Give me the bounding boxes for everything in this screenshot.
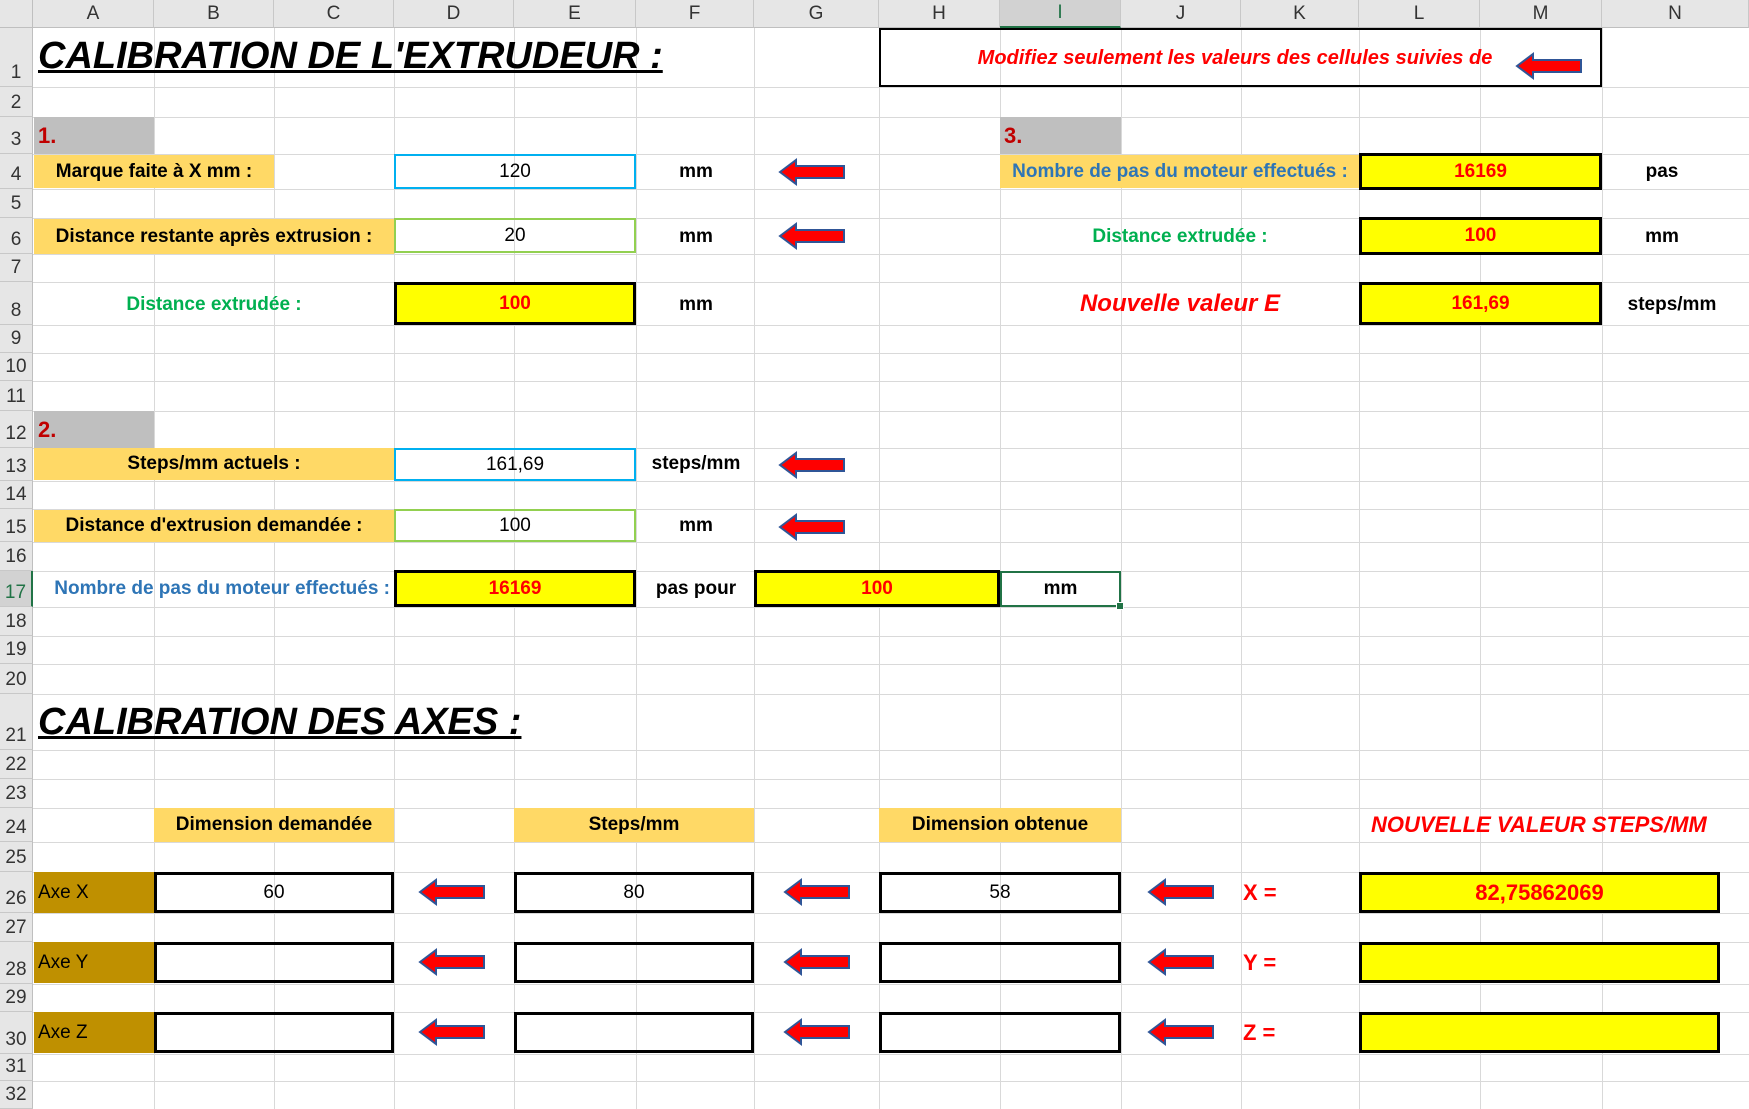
gridline-horizontal <box>33 607 1749 608</box>
axis-obtained-input[interactable] <box>879 1012 1121 1053</box>
gridline-horizontal <box>33 411 1749 412</box>
row-header-13[interactable]: 13 <box>0 448 33 481</box>
axis-label: Axe Z <box>34 1012 154 1053</box>
left-arrow-icon <box>418 948 486 976</box>
row-header-26[interactable]: 26 <box>0 872 33 913</box>
gridline-horizontal <box>33 842 1749 843</box>
column-header-e[interactable]: E <box>514 0 636 28</box>
row-header-23[interactable]: 23 <box>0 779 33 808</box>
gridline-horizontal <box>33 1054 1749 1055</box>
row-header-25[interactable]: 25 <box>0 842 33 872</box>
row-header-19[interactable]: 19 <box>0 636 33 664</box>
axis-requested-input[interactable] <box>154 1012 394 1053</box>
left-arrow-icon <box>418 1018 486 1046</box>
axis-steps-input[interactable]: 80 <box>514 872 754 913</box>
left-arrow-icon <box>778 513 846 541</box>
gridline-horizontal <box>33 779 1749 780</box>
motor-steps-value: 16169 <box>394 570 636 607</box>
section-1-number: 1. <box>34 117 154 154</box>
motor-steps-label: Nombre de pas du moteur effectués : <box>54 578 390 599</box>
axes-title: CALIBRATION DES AXES : <box>38 700 522 743</box>
left-arrow-icon <box>418 878 486 906</box>
left-arrow-icon <box>1147 1018 1215 1046</box>
axis-result-value: 82,75862069 <box>1359 872 1720 913</box>
column-header-l[interactable]: L <box>1359 0 1480 28</box>
gridline-horizontal <box>33 481 1749 482</box>
row-header-8[interactable]: 8 <box>0 282 33 325</box>
left-arrow-icon <box>783 1018 851 1046</box>
steps-unit: steps/mm <box>651 453 741 474</box>
motor-steps-unit: pas pour <box>655 578 737 599</box>
axis-result-value <box>1359 942 1720 983</box>
axis-requested-input[interactable]: 60 <box>154 872 394 913</box>
remaining-input[interactable]: 20 <box>394 218 636 253</box>
select-all-corner[interactable] <box>0 0 33 28</box>
column-header-h[interactable]: H <box>879 0 1000 28</box>
column-header-j[interactable]: J <box>1121 0 1241 28</box>
gridline-horizontal <box>33 353 1749 354</box>
s3-motor-value: 16169 <box>1359 153 1602 190</box>
header-obtained: Dimension obtenue <box>879 808 1121 842</box>
header-requested: Dimension demandée <box>154 808 394 842</box>
remaining-label: Distance restante après extrusion : <box>34 219 394 254</box>
section-2-number: 2. <box>34 411 154 448</box>
left-arrow-icon <box>1515 52 1583 80</box>
left-arrow-icon <box>778 451 846 479</box>
motor-distance-unit[interactable]: mm <box>1043 578 1078 599</box>
axis-result-value <box>1359 1012 1720 1053</box>
header-new-value: NOUVELLE VALEUR STEPS/MM <box>1371 812 1707 837</box>
left-arrow-icon <box>778 158 846 186</box>
gridline-horizontal <box>33 542 1749 543</box>
new-e-label: Nouvelle valeur E <box>1079 290 1281 317</box>
column-header-k[interactable]: K <box>1241 0 1359 28</box>
axis-steps-input[interactable] <box>514 1012 754 1053</box>
row-header-27[interactable]: 27 <box>0 913 33 942</box>
row-header-30[interactable]: 30 <box>0 1012 33 1054</box>
gridline-horizontal <box>33 381 1749 382</box>
row-header-16[interactable]: 16 <box>0 542 33 571</box>
axis-obtained-input[interactable] <box>879 942 1121 983</box>
fill-handle[interactable] <box>1116 602 1124 610</box>
row-header-17[interactable]: 17 <box>0 571 33 607</box>
extruded-label: Distance extrudée : <box>126 294 302 315</box>
column-header-g[interactable]: G <box>754 0 879 28</box>
row-header-21[interactable]: 21 <box>0 694 33 750</box>
row-header-24[interactable]: 24 <box>0 808 33 842</box>
column-header-a[interactable]: A <box>33 0 154 28</box>
gridline-vertical <box>754 28 755 1109</box>
left-arrow-icon <box>783 948 851 976</box>
column-header-m[interactable]: M <box>1480 0 1602 28</box>
gridline-horizontal <box>33 1081 1749 1082</box>
row-header-3[interactable]: 3 <box>0 117 33 154</box>
requested-input[interactable]: 100 <box>394 509 636 542</box>
column-header-d[interactable]: D <box>394 0 514 28</box>
column-header-i[interactable]: I <box>1000 0 1121 28</box>
axis-label: Axe X <box>34 872 154 913</box>
row-header-12[interactable]: 12 <box>0 411 33 448</box>
selected-cell[interactable] <box>1000 571 1121 607</box>
extruded-value: 100 <box>394 282 636 325</box>
column-header-f[interactable]: F <box>636 0 754 28</box>
s3-motor-unit: pas <box>1645 160 1679 182</box>
axis-result-label: X = <box>1243 879 1277 905</box>
new-e-value: 161,69 <box>1359 282 1602 325</box>
row-header-22[interactable]: 22 <box>0 750 33 779</box>
row-header-14[interactable]: 14 <box>0 481 33 509</box>
row-header-1[interactable]: 1 <box>0 28 33 87</box>
gridline-horizontal <box>33 984 1749 985</box>
gridline-horizontal <box>33 750 1749 751</box>
gridline-horizontal <box>33 87 1749 88</box>
row-header-5[interactable]: 5 <box>0 189 33 218</box>
requested-unit: mm <box>679 515 713 536</box>
remaining-unit: mm <box>679 225 713 247</box>
gridline-vertical <box>1121 28 1122 1109</box>
row-header-7[interactable]: 7 <box>0 254 33 282</box>
row-header-18[interactable]: 18 <box>0 607 33 636</box>
left-arrow-icon <box>1147 878 1215 906</box>
row-header-4[interactable]: 4 <box>0 154 33 189</box>
s3-motor-label: Nombre de pas du moteur effectués : <box>1000 155 1360 188</box>
row-header-29[interactable]: 29 <box>0 984 33 1012</box>
gridline-horizontal <box>33 636 1749 637</box>
axis-result-label: Z = <box>1243 1019 1276 1045</box>
mark-input[interactable]: 120 <box>394 154 636 189</box>
new-e-unit: steps/mm <box>1627 294 1717 315</box>
header-steps: Steps/mm <box>514 808 754 842</box>
s3-extruded-label: Distance extrudée : <box>1092 225 1268 247</box>
axis-obtained-input[interactable]: 58 <box>879 872 1121 913</box>
row-header-6[interactable]: 6 <box>0 218 33 254</box>
gridline-vertical <box>394 28 395 1109</box>
row-header-11[interactable]: 11 <box>0 381 33 411</box>
s3-extruded-unit: mm <box>1645 225 1679 247</box>
column-header-b[interactable]: B <box>154 0 274 28</box>
column-header-c[interactable]: C <box>274 0 394 28</box>
row-header-32[interactable]: 32 <box>0 1081 33 1109</box>
mark-label: Marque faite à X mm : <box>34 155 274 188</box>
requested-label: Distance d'extrusion demandée : <box>34 510 394 542</box>
axis-requested-input[interactable] <box>154 942 394 983</box>
row-header-15[interactable]: 15 <box>0 509 33 542</box>
column-header-n[interactable]: N <box>1602 0 1749 28</box>
gridline-horizontal <box>33 913 1749 914</box>
steps-label: Steps/mm actuels : <box>34 448 394 480</box>
axis-result-label: Y = <box>1243 949 1277 975</box>
row-header-20[interactable]: 20 <box>0 664 33 694</box>
s3-extruded-value: 100 <box>1359 217 1602 255</box>
left-arrow-icon <box>778 222 846 250</box>
left-arrow-icon <box>1147 948 1215 976</box>
row-header-28[interactable]: 28 <box>0 942 33 984</box>
row-header-31[interactable]: 31 <box>0 1054 33 1081</box>
row-header-2[interactable]: 2 <box>0 87 33 117</box>
extruded-unit: mm <box>679 294 713 315</box>
axis-label: Axe Y <box>34 942 154 983</box>
section-3-number: 3. <box>1000 117 1121 154</box>
gridline-horizontal <box>33 664 1749 665</box>
extruder-title: CALIBRATION DE L'EXTRUDEUR : <box>38 34 663 77</box>
row-header-9[interactable]: 9 <box>0 325 33 353</box>
left-arrow-icon <box>783 878 851 906</box>
steps-input[interactable]: 161,69 <box>394 448 636 481</box>
row-header-10[interactable]: 10 <box>0 353 33 381</box>
gridline-horizontal <box>33 325 1749 326</box>
axis-steps-input[interactable] <box>514 942 754 983</box>
notice-text: Modifiez seulement les valeurs des cellules suivies de <box>977 46 1493 69</box>
gridline-horizontal <box>33 117 1749 118</box>
motor-distance-value: 100 <box>754 570 1000 607</box>
mark-unit: mm <box>679 160 713 182</box>
